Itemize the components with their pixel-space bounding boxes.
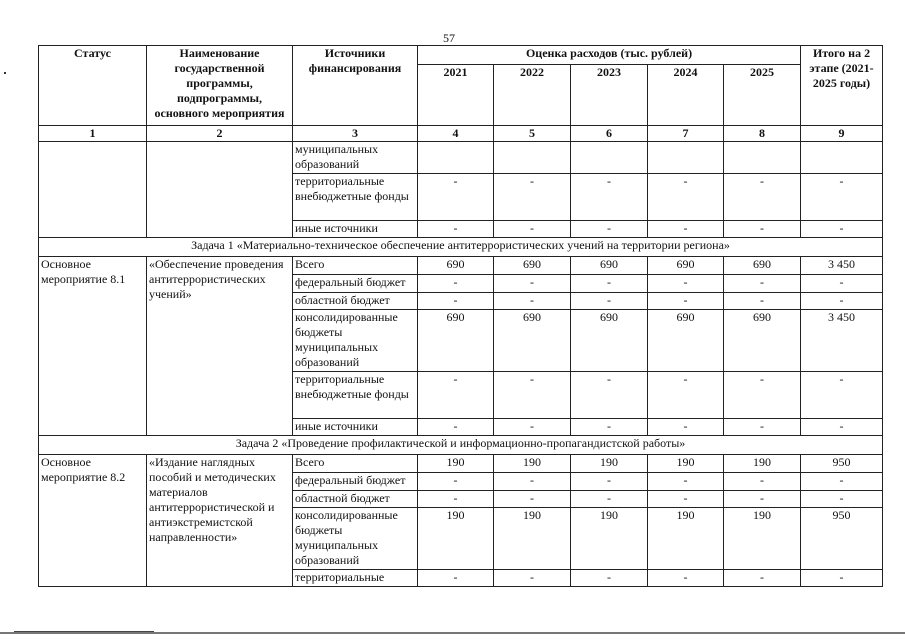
task-2-title: Задача 2 «Проведение профилактической и информационно-пропагандистской работы» — [39, 436, 883, 455]
column-number: 7 — [648, 126, 724, 142]
source-cell: Всего — [293, 257, 418, 275]
column-number: 3 — [293, 126, 418, 142]
value-cell: 190 — [418, 455, 494, 473]
value-cell: - — [494, 473, 571, 491]
value-cell: - — [648, 473, 724, 491]
header-estimate: Оценка расходов (тыс. рублей) — [418, 46, 801, 65]
value-cell: - — [801, 372, 883, 419]
column-number: 8 — [724, 126, 801, 142]
value-cell: 690 — [418, 310, 494, 372]
value-cell — [801, 142, 883, 174]
scan-artifact — [0, 632, 905, 634]
value-cell: - — [801, 473, 883, 491]
header-year: 2022 — [494, 65, 571, 126]
value-cell: - — [571, 221, 648, 238]
value-cell: - — [571, 275, 648, 293]
source-cell: иные источники — [293, 221, 418, 238]
value-cell: - — [571, 174, 648, 221]
value-cell: 190 — [648, 508, 724, 570]
value-cell: - — [418, 473, 494, 491]
value-cell: - — [418, 174, 494, 221]
value-cell: - — [571, 473, 648, 491]
status-cell: Основное мероприятие 8.1 — [39, 257, 147, 436]
column-number: 4 — [418, 126, 494, 142]
source-cell: территориальные — [293, 570, 418, 587]
value-cell: 3 450 — [801, 257, 883, 275]
value-cell — [571, 142, 648, 174]
column-number: 9 — [801, 126, 883, 142]
value-cell: 950 — [801, 508, 883, 570]
value-cell: - — [418, 275, 494, 293]
source-cell: консолидированные бюджеты муниципальных образований — [293, 508, 418, 570]
value-cell: - — [724, 570, 801, 587]
table-row — [39, 142, 883, 174]
header-status: Статус — [39, 46, 147, 126]
value-cell: - — [801, 419, 883, 436]
source-cell: Всего — [293, 455, 418, 473]
column-number: 5 — [494, 126, 571, 142]
source-cell: областной бюджет — [293, 293, 418, 310]
value-cell: - — [494, 174, 571, 221]
page-number: 57 — [443, 31, 455, 45]
value-cell: - — [801, 491, 883, 508]
value-cell: - — [801, 174, 883, 221]
value-cell: 690 — [494, 257, 571, 275]
header-total: Итого на 2 этапе (2021-2025 годы) — [801, 46, 883, 126]
value-cell: - — [494, 221, 571, 238]
status-cell: Основное мероприятие 8.2 — [39, 455, 147, 587]
value-cell: - — [801, 221, 883, 238]
value-cell: - — [418, 293, 494, 310]
task-1-title: Задача 1 «Материально-техническое обеспечение антитеррористических учений на территории региона» — [39, 238, 883, 257]
table-row — [39, 257, 883, 275]
value-cell: 690 — [494, 310, 571, 372]
status-cell — [39, 142, 147, 238]
value-cell: 690 — [724, 310, 801, 372]
value-cell: - — [494, 419, 571, 436]
value-cell: - — [724, 221, 801, 238]
value-cell: 950 — [801, 455, 883, 473]
value-cell: - — [571, 293, 648, 310]
column-number: 1 — [39, 126, 147, 142]
name-cell: «Обеспечение проведения антитеррористических учений» — [147, 257, 293, 436]
value-cell: - — [418, 570, 494, 587]
source-cell: территориальные внебюджетные фонды — [293, 174, 418, 221]
header-year: 2024 — [648, 65, 724, 126]
value-cell: - — [571, 491, 648, 508]
value-cell: - — [724, 491, 801, 508]
value-cell: 3 450 — [801, 310, 883, 372]
value-cell: 190 — [724, 455, 801, 473]
value-cell: - — [648, 570, 724, 587]
header-sources: Источники финансирования — [293, 46, 418, 126]
value-cell: - — [418, 491, 494, 508]
value-cell: - — [648, 419, 724, 436]
value-cell: - — [801, 275, 883, 293]
value-cell: - — [418, 372, 494, 419]
header-year: 2023 — [571, 65, 648, 126]
value-cell — [648, 142, 724, 174]
value-cell: - — [648, 221, 724, 238]
column-number-row — [39, 126, 883, 142]
scan-artifact — [4, 72, 6, 74]
value-cell: - — [724, 473, 801, 491]
value-cell: - — [648, 491, 724, 508]
name-cell — [147, 142, 293, 238]
table-row — [39, 455, 883, 473]
source-cell: иные источники — [293, 419, 418, 436]
value-cell: - — [724, 275, 801, 293]
column-number: 6 — [571, 126, 648, 142]
source-cell: муниципальных образований — [293, 142, 418, 174]
value-cell: - — [418, 221, 494, 238]
value-cell — [724, 142, 801, 174]
value-cell: - — [801, 570, 883, 587]
value-cell: 190 — [571, 455, 648, 473]
source-cell: территориальные внебюджетные фонды — [293, 372, 418, 419]
source-cell: областной бюджет — [293, 491, 418, 508]
value-cell: - — [418, 419, 494, 436]
value-cell: - — [494, 275, 571, 293]
value-cell: - — [494, 293, 571, 310]
value-cell: 690 — [418, 257, 494, 275]
value-cell: 690 — [648, 310, 724, 372]
header-year: 2025 — [724, 65, 801, 126]
task-heading-row — [39, 436, 883, 455]
value-cell: 690 — [648, 257, 724, 275]
header-name: Наименование государственной программы, подпрограммы, основного мероприятия — [147, 46, 293, 126]
value-cell: 190 — [648, 455, 724, 473]
value-cell: - — [648, 275, 724, 293]
value-cell: - — [494, 570, 571, 587]
value-cell: - — [571, 372, 648, 419]
value-cell: 190 — [724, 508, 801, 570]
value-cell: 690 — [571, 310, 648, 372]
task-heading-row — [39, 238, 883, 257]
source-cell: федеральный бюджет — [293, 473, 418, 491]
value-cell: - — [494, 491, 571, 508]
value-cell: - — [571, 419, 648, 436]
source-cell: консолидированные бюджеты муниципальных образований — [293, 310, 418, 372]
value-cell: - — [724, 372, 801, 419]
value-cell: 190 — [418, 508, 494, 570]
value-cell — [494, 142, 571, 174]
source-cell: федеральный бюджет — [293, 275, 418, 293]
value-cell: - — [724, 174, 801, 221]
header-year: 2021 — [418, 65, 494, 126]
value-cell: - — [724, 293, 801, 310]
value-cell: 690 — [724, 257, 801, 275]
value-cell: - — [724, 419, 801, 436]
value-cell: 190 — [494, 455, 571, 473]
value-cell: - — [801, 293, 883, 310]
value-cell: - — [648, 174, 724, 221]
value-cell: - — [571, 570, 648, 587]
column-number: 2 — [147, 126, 293, 142]
value-cell: - — [648, 372, 724, 419]
value-cell: 190 — [571, 508, 648, 570]
value-cell — [418, 142, 494, 174]
budget-table — [38, 45, 883, 587]
value-cell: 690 — [571, 257, 648, 275]
value-cell: 190 — [494, 508, 571, 570]
value-cell: - — [648, 293, 724, 310]
name-cell: «Издание наглядных пособий и методических материалов антитеррористической и антиэкстремистской направленности» — [147, 455, 293, 587]
value-cell: - — [494, 372, 571, 419]
